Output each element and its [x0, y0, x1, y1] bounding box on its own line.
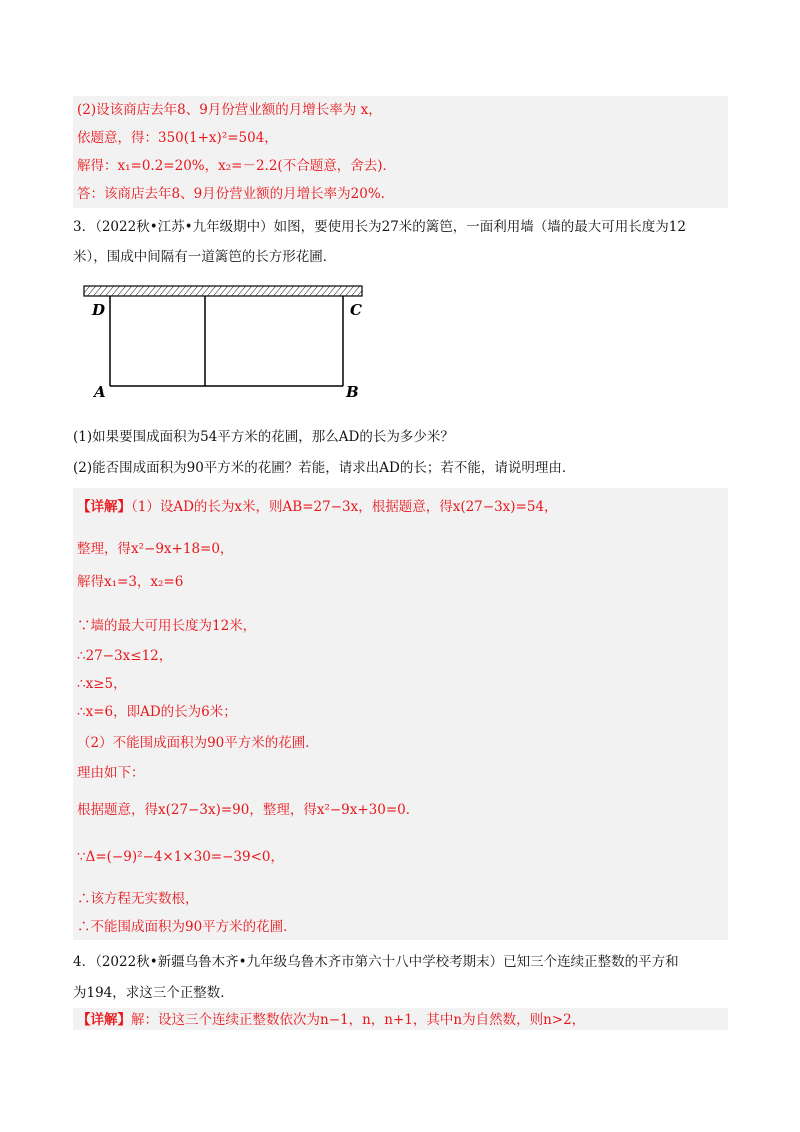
- question-4-text: 为194，求这三个正整数．: [73, 985, 234, 1001]
- answer-line: ∴x=6，即AD的长为6米；: [77, 704, 237, 720]
- label-a: A: [94, 383, 106, 401]
- question-3-sub2: (2)能否围成面积为90平方米的花圃？若能，请求出AD的长；若不能，请说明理由．: [73, 460, 576, 476]
- answer-line: （2）不能围成面积为90平方米的花圃．: [77, 735, 319, 751]
- answer-line: ∴该方程无实数根，: [77, 891, 199, 907]
- garden-figure: [80, 283, 370, 403]
- answer-line: ∴x≥5，: [77, 676, 127, 692]
- question-3-text: 米），围成中间隔有一道篱笆的长方形花圃．: [73, 249, 337, 265]
- answer-line: 解得x₁=3，x₂=6: [77, 574, 184, 590]
- answer-line: 整理，得x²−9x+18=0，: [77, 541, 234, 557]
- answer-line: ∴27−3x≤12，: [77, 648, 173, 664]
- answer-line: 【详解】（1）设AD的长为x米，则AB=27−3x，根据题意，得x(27−3x)=54，: [77, 499, 558, 515]
- answer-line: 解得：x₁=0.2=20%，x₂=－2.2(不合题意，舍去)．: [77, 158, 396, 174]
- answer-line: ∵墙的最大可用长度为12米，: [77, 618, 257, 634]
- label-d: D: [92, 301, 106, 319]
- detail-tag: 【详解】: [77, 499, 131, 515]
- answer-line: 依题意，得：350(1+x)²=504，: [77, 130, 278, 146]
- answer-line: 【详解】解：设这三个连续正整数依次为n−1，n，n+1，其中n为自然数，则n>2，: [77, 1012, 586, 1028]
- question-3-sub1: (1)如果要围成面积为54平方米的花圃，那么AD的长为多少米？: [73, 429, 454, 445]
- answer-line: 理由如下：: [77, 765, 145, 781]
- answer-line: ∵Δ=(−9)²−4×1×30=−39<0，: [77, 849, 284, 865]
- answer-line: 答：该商店去年8、9月份营业额的月增长率为20%.: [77, 186, 385, 202]
- question-3-text: 3．（2022秋•江苏•九年级期中）如图，要使用长为27米的篱笆，一面利用墙（墙的最大可用长度为12: [73, 219, 686, 235]
- label-b: B: [346, 383, 359, 401]
- answer-line: 根据题意，得x(27−3x)=90，整理，得x²−9x+30=0．: [77, 802, 420, 818]
- wall: [84, 286, 362, 296]
- answer-line: (2)设该商店去年8、9月份营业额的月增长率为 x，: [77, 102, 382, 118]
- answer-line: ∴不能围成面积为90平方米的花圃．: [77, 919, 297, 935]
- label-c: C: [350, 301, 362, 319]
- detail-tag: 【详解】: [77, 1012, 131, 1028]
- question-4-text: 4．（2022秋•新疆乌鲁木齐•九年级乌鲁木齐市第六十八中学校考期末）已知三个连续正整数的平方和: [73, 954, 679, 970]
